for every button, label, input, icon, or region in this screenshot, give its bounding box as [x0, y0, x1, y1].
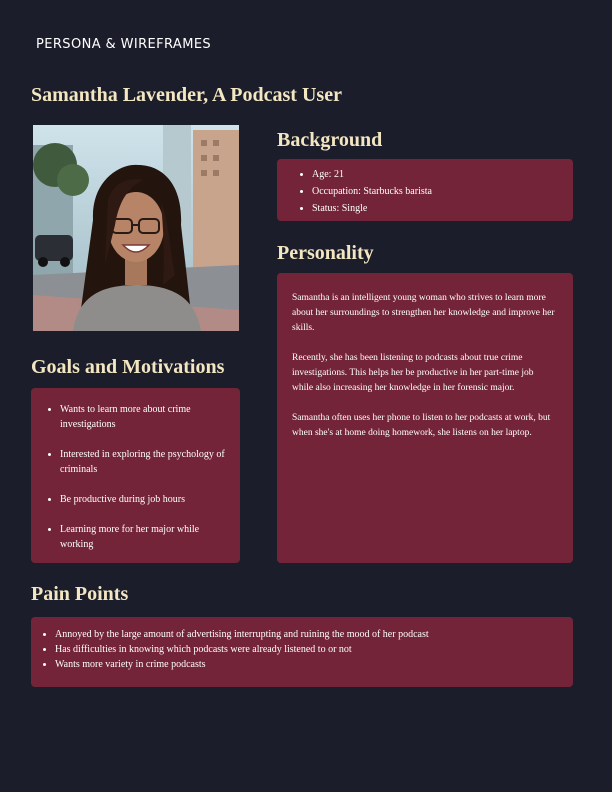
personality-paragraph: Recently, she has been listening to podcasts about true crime investigations. This helps her be productive in her part-time job while also increasing her knowledge in her forensic major.: [292, 353, 534, 393]
background-card: [277, 159, 573, 221]
pain-points-heading: Pain Points: [31, 583, 129, 605]
background-item-status: • Status: Single: [312, 200, 573, 217]
pain-point-item: • Annoyed by the large amount of advertising interrupting and ruining the mood of her podcast: [55, 627, 573, 642]
goals-list: [43, 402, 230, 552]
pain-points-list: [38, 627, 573, 672]
background-heading: Background: [277, 129, 383, 151]
background-item-occupation: • Occupation: Starbucks barista: [312, 183, 573, 200]
page-title: Samantha Lavender, A Podcast User: [31, 84, 342, 106]
goal-item: • Interested in exploring the psychology of criminals: [60, 447, 230, 477]
section-kicker: PERSONA & WIREFRAMES: [36, 37, 212, 52]
pain-point-item: • Wants more variety in crime podcasts: [55, 657, 573, 672]
goals-card: [31, 388, 240, 563]
goals-heading: Goals and Motivations: [31, 356, 225, 378]
background-list: [294, 166, 573, 217]
pain-point-item: • Has difficulties in knowing which podcasts were already listened to or not: [55, 642, 573, 657]
goal-item: • Learning more for her major while working: [60, 522, 230, 552]
persona-photo: [33, 125, 239, 331]
personality-paragraph: Samantha often uses her phone to listen to her podcasts at work, but when she's at home doing homework, she listens on her laptop.: [292, 413, 551, 438]
personality-heading: Personality: [277, 242, 374, 264]
persona-portrait-image: [33, 125, 239, 331]
goal-item: • Wants to learn more about crime investigations: [60, 402, 230, 432]
goal-item: • Be productive during job hours: [60, 492, 230, 507]
personality-paragraph: Samantha is an intelligent young woman who strives to learn more about her surroundings to strengthen her knowledge and improve her skills.: [292, 293, 555, 333]
pain-points-card: [31, 617, 573, 687]
background-item-age: • Age: 21: [312, 166, 573, 183]
personality-card: [277, 273, 573, 563]
